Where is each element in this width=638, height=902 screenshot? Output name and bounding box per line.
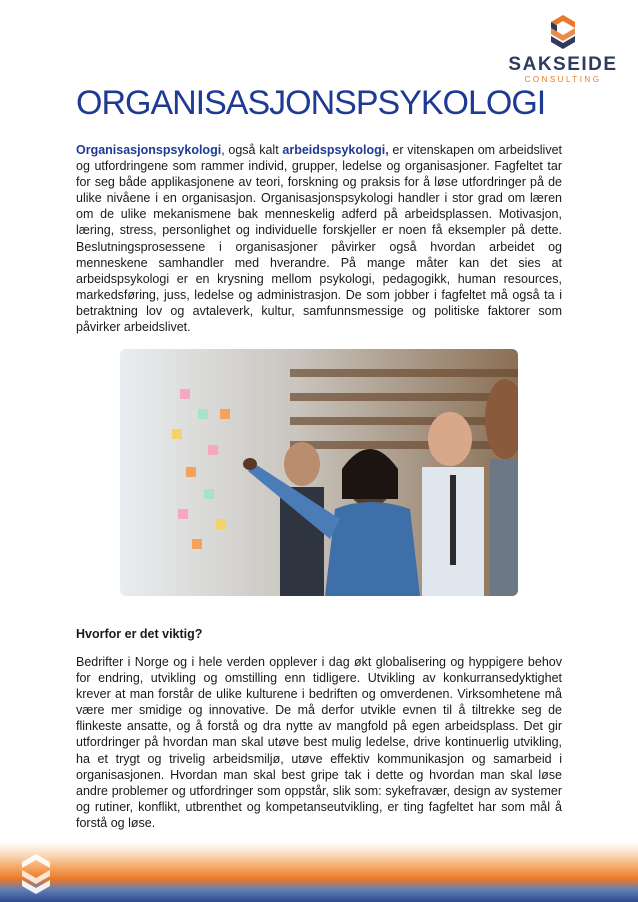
section-body: Bedrifter i Norge og i hele verden opplever i dag økt globalisering og hyppigere behov for endring, utvikling og omstilling enn tidligere. Utvikling av konkurransedyktighet krever at man forstår de ulike kulturene i bedriften og omverdenen. Virksomhetene må være mer smidige og innovative. De må derfor utvikle evnen til å tiltrekke seg de flinkeste ansatte, og å forstå og dra nytte av mangfold på egen arbeidsplass. Det gir utfordringer på hvordan man skal utøve best mulig ledelse, drive kontinuerlig utvikling, ha et trygt og trivelig arbeidsmiljø, utøve effektiv kommunikasjon og samarbeid i organisasjonen. Hvordan man skal best gripe tak i dette og hvordan man skal løse andre problemer og utfordringer som oppstår, slik som: sykefravær, design av systemer og rutiner, konflikt, utbrenthet og kompetanseutvikling, er ting fagfeltet har som mål å forstå og løse. <box>76 655 562 830</box>
sakseide-s-logo-icon <box>543 12 583 52</box>
team-meeting-photo <box>120 349 518 596</box>
company-logo <box>504 12 622 84</box>
section-heading: Hvorfor er det viktig? <box>76 627 203 641</box>
logo-subtitle: CONSULTING <box>524 75 602 84</box>
sakseide-footer-logo-icon <box>18 852 54 896</box>
page-title: ORGANISASJONSPSYKOLOGI <box>76 84 546 122</box>
footer-band <box>0 842 638 902</box>
intro-connector: , også kalt <box>221 143 283 157</box>
term-arbeidspsykologi: arbeidspsykologi, <box>282 143 389 157</box>
logo-name: SAKSEIDE <box>508 54 618 75</box>
term-organisasjonspsykologi: Organisasjonspsykologi <box>76 143 222 157</box>
intro-paragraph <box>76 142 562 335</box>
intro-body: er vitenskapen om arbeidslivet og utfordringene som rammer individ, grupper, ledelse og organisasjoner. Fagfeltet tar for seg både applikasjonene av teori, forskning og praksis for å løse utfordringer på de ulike nivåene i en organisasjon. Organisasjonspsykologi handler i stor grad om læren om de ulike mekanismene bak menneskelig adferd på arbeidsplassen. Motivasjon, læring, stress, personlighet og individuelle forskjeller er noen få eksempler på dette. Beslutningsprosessene i organisasjoner påvirker også hvordan arbeidet og menneskene samhandler med hverandre. På mange måter kan det sies at arbeidspsykologi er en krysning mellom psykologi, pedagogikk, human resources, markedsføring, juss, ledelse og administrasjon. De som jobber i fagfeltet må også ta i betraktning lov og avtaleverk, kultur, samfunnsmessige og politiske faktorer som påvirker arbeidslivet. <box>76 143 563 335</box>
